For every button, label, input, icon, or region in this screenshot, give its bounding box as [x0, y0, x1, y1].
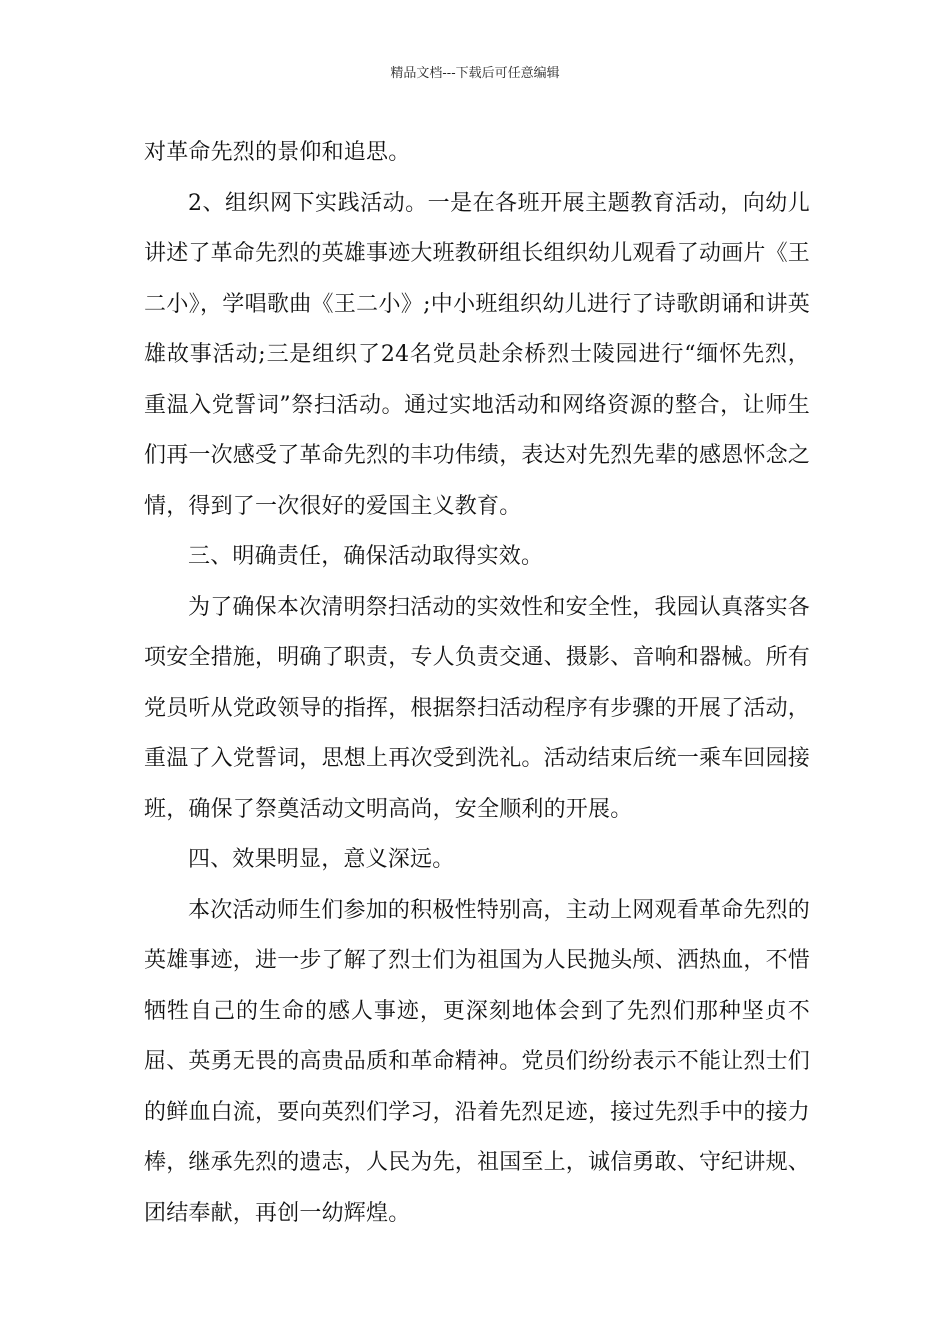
- section-heading-effect: 四、效果明显，意义深远。: [188, 847, 455, 872]
- paragraph-safety-measures: 为了确保本次清明祭扫活动的实效性和安全性，我园认真落实各项安全措施，明确了职责，专人负责交通、摄影、音响和器械。所有党员听从党政领导的指挥，根据祭扫活动程序有步骤的开展了活动，重温了入党誓词，思想上再次受到洗礼。活动结束后统一乘车回园接班，确保了祭奠活动文明高尚，安全顺利的开展。: [144, 594, 811, 822]
- document-body: [144, 128, 810, 1239]
- paragraph-continuation: 对革命先烈的景仰和追思。: [144, 140, 411, 165]
- section-heading-responsibility: 三、明确责任，确保活动取得实效。: [188, 544, 544, 569]
- page-header: 精品文档---下载后可任意编辑: [390, 66, 560, 81]
- paragraph-online-practice: 2、组织网下实践活动。一是在各班开展主题教育活动，向幼儿讲述了革命先烈的英雄事迹大班教研组长组织幼儿观看了动画片《王二小》，学唱歌曲《王二小》;中小班组织幼儿进行了诗歌朗诵和讲英雄故事活动;三是组织了24名党员赴余桥烈士陵园进行“缅怀先烈，重温入党誓词”祭扫活动。通过实地活动和网络资源的整合，让师生们再一次感受了革命先烈的丰功伟绩，表达对先烈先辈的感恩怀念之情，得到了一次很好的爱国主义教育。: [144, 190, 811, 519]
- paragraph-effect-summary: 本次活动师生们参加的积极性特别高，主动上网观看革命先烈的英雄事迹，进一步了解了烈士们为祖国为人民抛头颅、洒热血，不惜牺牲自己的生命的感人事迹，更深刻地体会到了先烈们那种坚贞不屈、英勇无畏的高贵品质和革命精神。党员们纷纷表示不能让烈士们的鲜血白流，要向英烈们学习，沿着先烈足迹，接过先烈手中的接力棒，继承先烈的遗志，人民为先，祖国至上，诚信勇敢、守纪讲规、团结奉献，再创一幼辉煌。: [144, 897, 811, 1226]
